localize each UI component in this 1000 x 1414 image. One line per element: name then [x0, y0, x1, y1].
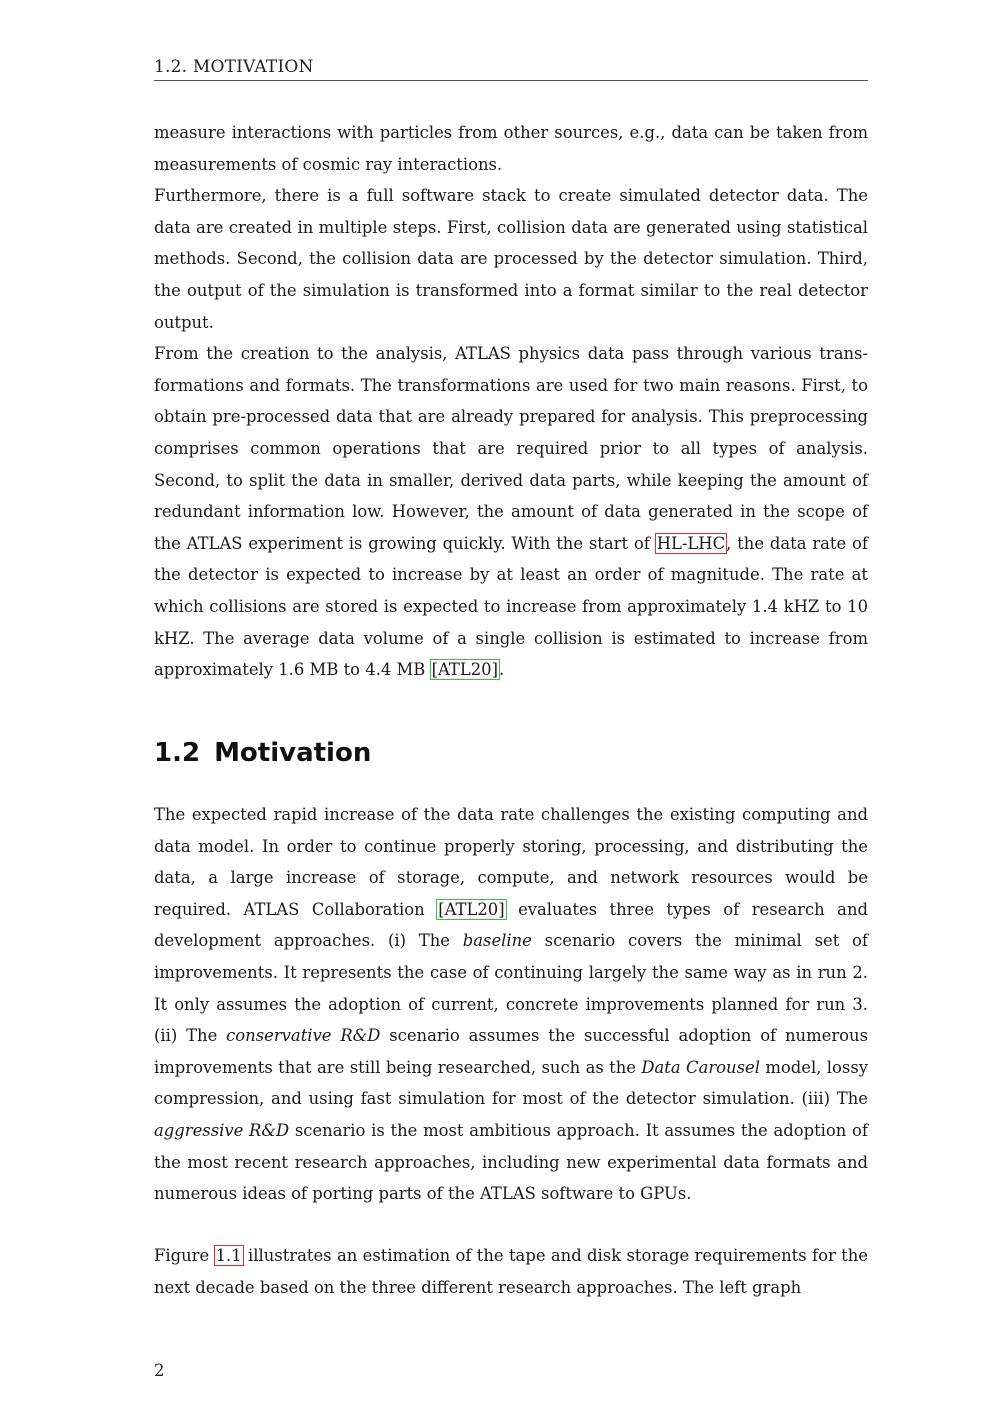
emphasis-conservative: conservative R&D	[226, 1026, 381, 1046]
paragraph	[154, 338, 868, 686]
running-head: 1.2. MOTIVATION	[154, 57, 868, 81]
motivation-text-block	[154, 799, 868, 1210]
paragraph-text: , the data rate of the detector is expected to increase by at least an order of magnitude. The rate at which collisions are stored is expected to increase from approximately 1.4 kHZ to 10 kHZ. The average data volume of a single collision is estimated to increase from approximately 1.6 MB to 4.4 MB	[154, 533, 868, 680]
section-title: Motivation	[214, 738, 372, 768]
citation-link-atl20[interactable]: [ATL20]	[438, 899, 505, 919]
figure-link-1-1[interactable]: 1.1	[215, 1246, 242, 1265]
paragraph	[154, 799, 868, 1210]
paragraph	[154, 180, 868, 338]
paragraph-text: scenario covers the minimal set of improvements. It represents the case of continuing largely the same way as in run 2. It only assumes the adoption of current, concrete improvements planned for run 3. (ii) The	[154, 931, 868, 1046]
emphasis-aggressive: aggressive R&D	[154, 1120, 290, 1140]
paragraph-text: From the creation to the analysis, ATLAS physics data pass through various transformations and formats. The transformations are used for two main reasons. First, to obtain pre-processed data that are already prepared for analysis. This preprocessing comprises common operations that are required prior to all types of analysis. Second, to split the data in smaller, derived data parts, while keeping the amount of redundant information low. However, the amount of data generated in the scope of the ATLAS experiment is growing quickly. With the start of	[154, 344, 868, 553]
paragraph-text: scenario is the most ambitious approach. It assumes the adoption of the most recent research approaches, including new experimental data formats and numerous ideas of porting parts of the ATLAS software to GPUs.	[154, 1120, 868, 1204]
emphasis-baseline: baseline	[462, 931, 532, 951]
paragraph-text: scenario assumes the successful adoption of numerous improvements that are still being researched, such as the	[154, 1026, 868, 1077]
section-number: 1.2	[154, 738, 201, 768]
acronym-link-hl-lhc[interactable]: HL-LHC	[656, 533, 726, 553]
paragraph	[154, 117, 868, 180]
intro-text-block	[154, 117, 868, 686]
paragraph-text: illustrates an estimation of the tape and disk storage requirements for the next decade based on the three different research approaches. The left graph	[154, 1246, 868, 1297]
emphasis-data-carousel: Data Carousel	[641, 1057, 760, 1077]
section-heading	[154, 738, 371, 768]
paragraph-text: Figure	[154, 1246, 215, 1265]
paragraph-text: model, lossy compression, and using fast simulation for most of the detector simulation. (iii) The	[154, 1057, 868, 1109]
paragraph-text: .	[498, 660, 505, 680]
page-number: 2	[154, 1361, 165, 1380]
figure-reference-text-block	[154, 1240, 868, 1303]
paragraph-text: measure interactions with particles from other sources, e.g., data can be taken from measurements of cosmic ray interactions.	[154, 123, 868, 174]
paragraph	[154, 1240, 868, 1303]
paragraph-text: evaluates three types of research and development approaches. (i) The	[154, 899, 868, 951]
paragraph-text: Furthermore, there is a full software stack to create simulated detector data. The data are created in multiple steps. First, collision data are generated using statistical methods. Second, the collision data are processed by the detector simulation. Third, the output of the simulation is transformed into a format similar to the real detector output.	[154, 186, 868, 332]
citation-link-atl20[interactable]: [ATL20]	[431, 660, 498, 680]
paragraph-text: The expected rapid increase of the data rate challenges the existing computing and data model. In order to continue properly storing, processing, and distributing the data, a large increase of storage, compute, and network resources would be required. ATLAS Collaboration	[154, 805, 868, 919]
